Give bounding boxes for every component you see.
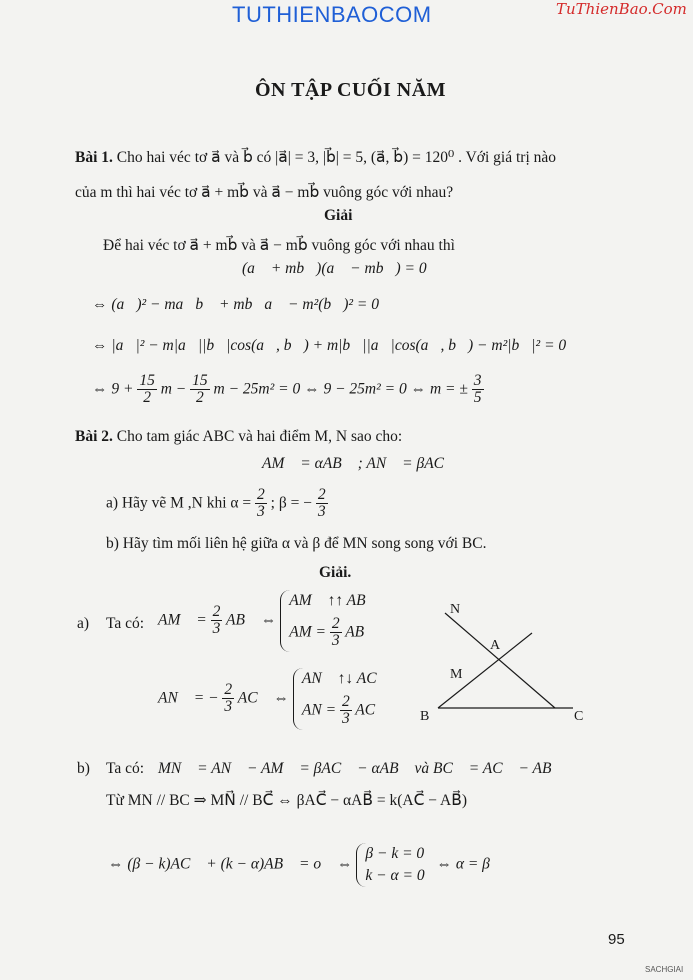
fraction: $\frac{2}{3}$ xyxy=(212,603,221,638)
line-nc xyxy=(445,613,555,708)
system-row: AM⃗ ↑↑ AB⃗ xyxy=(289,592,378,609)
fraction: $\frac{2}{3}$ xyxy=(257,486,265,521)
bai2-giai: Giải. xyxy=(319,564,352,581)
page-number: 95 xyxy=(608,931,625,948)
label-a: A xyxy=(490,638,501,653)
bai1-line1 xyxy=(75,148,556,167)
fraction: $\frac{15}{2}$ xyxy=(139,372,155,407)
bai2-line2: AM⃗ = αAB⃗ ; AN⃗ = βAC⃗ xyxy=(262,455,457,472)
fraction: $\frac{2}{3}$ xyxy=(224,681,233,716)
bai1-step1: Để hai véc tơ a⃗ + mb⃗ và a⃗ − mb⃗ vuông góc với nhau thì xyxy=(103,237,455,254)
part-a-eq1: AM⃗ = $\frac{2}{3}$ AB⃗ ⇔ AM⃗ ↑↑ AB⃗ AM = $\frac{2}{3}$ AB xyxy=(158,590,386,652)
s5-part-a: ⇔ 9 + xyxy=(92,380,134,398)
bai1-step4: ⇔ |a⃗|² − m|a⃗||b⃗|cos(a⃗, b⃗) + m|b⃗||a⃗|cos(a⃗, b⃗) − m²|b⃗|² = 0 xyxy=(92,337,567,354)
bai1-giai: Giải xyxy=(324,207,353,224)
s5-part-c: m − 25m² = 0 ⇔ 9 − 25m² = 0 ⇔ m = ± xyxy=(213,380,468,398)
bai1-step3: ⇔ (a⃗)² − ma⃗b⃗ + mb⃗a⃗ − m²(b⃗)² = 0 xyxy=(92,296,379,313)
bai1-step2: (a⃗ + mb⃗)(a⃗ − mb⃗) = 0 xyxy=(242,260,427,277)
label-m: M xyxy=(450,667,463,682)
s5-part-b: m − xyxy=(160,380,187,398)
part-b-eq2: Từ MN // BC ⇒ MN⃗ // BC⃗ ⇔ βAC⃗ − αAB⃗ = k(AC⃗ − AB⃗) xyxy=(106,792,468,809)
system-brace xyxy=(356,843,432,887)
qa-text: a) Hãy vẽ M ,N khi α = xyxy=(106,494,252,512)
bai1-step5 xyxy=(92,373,484,407)
fraction: $\frac{2}{3}$ xyxy=(317,486,326,521)
part-a-taco: Ta có: xyxy=(106,615,145,632)
part-b-label: b) xyxy=(77,760,90,777)
system-row: AM = $\frac{2}{3}$ AB xyxy=(289,615,365,650)
bai2-question-b: b) Hãy tìm mối liên hệ giữa α và β để MN song song với BC. xyxy=(106,535,487,552)
fraction: $\frac{15}{2}$ xyxy=(192,372,208,407)
part-a-label: a) xyxy=(77,615,90,632)
label-b: B xyxy=(420,709,430,724)
bai2-label: Bài 2. xyxy=(75,428,113,445)
footer-watermark: SACHGIAI xyxy=(645,965,684,974)
fraction: $\frac{3}{5}$ xyxy=(473,372,482,407)
bai1-label: Bài 1. xyxy=(75,149,113,166)
system-brace xyxy=(293,668,397,730)
bai1-line2: của m thì hai véc tơ a⃗ + mb⃗ và a⃗ − mb⃗ vuông góc với nhau? xyxy=(75,184,454,201)
system-row: k − α = 0 xyxy=(365,867,425,884)
bai2-question-a xyxy=(106,487,328,521)
system-row: AN⃗ ↑↓ AC⃗ xyxy=(301,670,389,687)
site-logo: TuThienBao.Com xyxy=(556,0,687,18)
triangle-figure xyxy=(410,595,600,730)
system-row: AN = $\frac{2}{3}$ AC xyxy=(301,693,376,728)
part-b-eq1: MN⃗ = AN⃗ − AM⃗ = βAC⃗ − αAB⃗ và BC⃗ = AC⃗ − AB⃗ xyxy=(158,760,564,777)
site-watermark: TUTHIENBAOCOM xyxy=(232,2,432,27)
system-row: β − k = 0 xyxy=(365,845,425,862)
part-b-taco: Ta có: xyxy=(106,760,145,777)
part-b-eq3: ⇔ (β − k)AC⃗ + (k − α)AB⃗ = o⃗ ⇔ β − k = 0 k − α = 0 ⇔ α = β xyxy=(108,843,490,887)
part-a-eq2: AN⃗ = − $\frac{2}{3}$ AC⃗ ⇔ AN⃗ ↑↓ AC⃗ AN = $\frac{2}{3}$ AC xyxy=(158,668,397,730)
label-n: N xyxy=(450,602,461,617)
qa-text2: ; β = − xyxy=(270,494,312,512)
bai1-text1: Cho hai véc tơ a⃗ và b⃗ có |a⃗| = 3, |b⃗| = 5, (a⃗, b⃗) = 120⁰ . Với giá trị nào xyxy=(116,149,557,166)
label-c: C xyxy=(574,709,584,724)
page-title: ÔN TẬP CUỐI NĂM xyxy=(255,79,447,101)
bai2-line1 xyxy=(75,428,402,446)
system-brace xyxy=(280,590,385,652)
bai2-text1: Cho tam giác ABC và hai điểm M, N sao cho: xyxy=(116,428,403,445)
